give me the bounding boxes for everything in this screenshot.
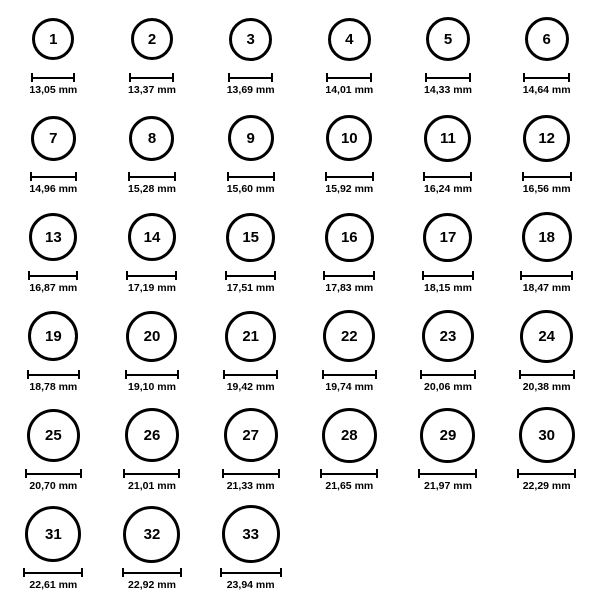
ring-size-number: 23 (439, 327, 457, 345)
ring-size-number: 19 (44, 327, 62, 345)
ring-diameter-label: 23,94 mm (226, 579, 275, 591)
ring-size-number: 3 (246, 30, 255, 48)
ring-size-cell (301, 107, 397, 206)
ruler-cap-right (373, 271, 375, 280)
ring-diameter-label: 21,97 mm (424, 480, 472, 492)
ring-size-cell (499, 8, 595, 107)
ring-size-cell (104, 8, 200, 107)
ring-size-cell (499, 305, 595, 404)
ruler-cap-right (280, 568, 282, 577)
ruler-bar (519, 374, 575, 376)
ruler-cap-left (520, 271, 522, 280)
ring-diameter-label: 16,24 mm (424, 183, 472, 195)
ring-measure-ruler (128, 172, 176, 181)
ring-diameter-label: 18,47 mm (522, 282, 571, 294)
ruler-cap-left (126, 271, 128, 280)
ruler-cap-left (420, 370, 422, 379)
ring-circle (226, 213, 275, 262)
ruler-cap-right (472, 271, 474, 280)
ring-size-cell (5, 206, 101, 305)
ruler-cap-left (27, 370, 29, 379)
ring-diameter-label: 19,10 mm (128, 381, 176, 393)
ring-circle (29, 213, 77, 261)
ring-size-number: 9 (246, 129, 255, 147)
ring-measure-ruler (323, 271, 375, 280)
ruler-cap-right (80, 469, 82, 478)
ring-measure-ruler (27, 370, 80, 379)
ruler-bar (423, 176, 472, 178)
ring-circle-wrapper (123, 503, 180, 565)
ring-size-number: 21 (242, 327, 259, 345)
ring-circle (123, 506, 180, 563)
ring-size-number: 16 (340, 228, 358, 246)
ruler-cap-left (228, 73, 230, 82)
ruler-cap-left (425, 73, 427, 82)
ring-diameter-label: 22,29 mm (522, 480, 571, 492)
ring-circle-wrapper (323, 305, 375, 367)
ring-diameter-label: 14,96 mm (29, 183, 78, 195)
ruler-cap-right (474, 370, 476, 379)
ring-size-cell (301, 404, 397, 503)
ruler-cap-right (73, 73, 75, 82)
ruler-cap-right (573, 370, 575, 379)
ring-circle-wrapper (326, 107, 372, 169)
ring-size-cell (301, 8, 397, 107)
ring-circle-wrapper (325, 206, 374, 268)
ring-diameter-label: 18,78 mm (29, 381, 78, 393)
ring-circle-wrapper (128, 206, 176, 268)
ring-size-cell (203, 404, 299, 503)
ring-diameter-label: 15,60 mm (226, 183, 275, 195)
ring-circle-wrapper (522, 206, 572, 268)
ring-diameter-label: 16,87 mm (29, 282, 78, 294)
ruler-bar (31, 77, 75, 79)
ruler-bar (223, 374, 278, 376)
ruler-cap-right (571, 271, 573, 280)
ring-measure-ruler (227, 172, 275, 181)
ring-size-number: 33 (242, 525, 259, 543)
ring-measure-ruler (517, 469, 576, 478)
ruler-cap-right (375, 370, 377, 379)
ring-measure-ruler (425, 73, 471, 82)
ring-circle (323, 310, 375, 362)
ring-circle (229, 18, 272, 61)
ring-measure-ruler (220, 568, 282, 577)
ruler-cap-left (23, 568, 25, 577)
ruler-bar (322, 374, 377, 376)
ring-measure-ruler (423, 172, 472, 181)
ring-diameter-label: 18,15 mm (424, 282, 472, 294)
ring-size-number: 32 (143, 525, 161, 543)
ring-measure-ruler (420, 370, 476, 379)
ruler-bar (522, 176, 572, 178)
ring-diameter-label: 21,33 mm (226, 480, 275, 492)
ring-measure-ruler (325, 172, 374, 181)
ruler-bar (126, 275, 177, 277)
ring-measure-ruler (326, 73, 372, 82)
ruler-cap-left (30, 172, 32, 181)
ring-size-cell (5, 503, 101, 602)
ruler-bar (325, 176, 374, 178)
ring-circle-wrapper (322, 404, 377, 466)
ring-size-number: 20 (143, 327, 161, 345)
ruler-cap-right (178, 469, 180, 478)
ring-circle-wrapper (226, 206, 275, 268)
ring-size-number: 18 (538, 228, 555, 246)
ruler-cap-left (122, 568, 124, 577)
ruler-cap-left (123, 469, 125, 478)
ruler-cap-left (423, 172, 425, 181)
ruler-bar (128, 176, 176, 178)
ring-circle-wrapper (422, 305, 474, 367)
ring-size-number: 1 (49, 30, 58, 48)
ruler-cap-left (517, 469, 519, 478)
ring-size-number: 22 (340, 327, 358, 345)
ruler-cap-right (469, 73, 471, 82)
ring-measure-ruler (123, 469, 180, 478)
ruler-cap-right (475, 469, 477, 478)
ring-size-number: 5 (443, 30, 453, 48)
ring-size-cell (5, 107, 101, 206)
ring-diameter-label: 22,92 mm (128, 579, 176, 591)
ring-size-number: 29 (439, 426, 457, 444)
ruler-cap-right (276, 370, 278, 379)
ring-size-number: 8 (147, 129, 157, 147)
ruler-cap-left (28, 271, 30, 280)
ring-size-number: 24 (538, 327, 555, 345)
ring-size-cell (400, 305, 496, 404)
ring-measure-ruler (520, 271, 573, 280)
ring-measure-ruler (222, 469, 280, 478)
ring-diameter-label: 13,69 mm (226, 84, 275, 96)
ring-measure-ruler (223, 370, 278, 379)
ring-circle-wrapper (222, 503, 280, 565)
ring-size-cell (203, 8, 299, 107)
ring-measure-ruler (126, 271, 177, 280)
ring-circle-wrapper (424, 107, 471, 169)
ruler-cap-left (223, 370, 225, 379)
ring-circle (28, 311, 78, 361)
ring-diameter-label: 19,42 mm (226, 381, 275, 393)
ring-circle (520, 310, 573, 363)
ring-measure-ruler (418, 469, 477, 478)
ruler-cap-left (25, 469, 27, 478)
ring-size-number: 13 (44, 228, 62, 246)
ruler-bar (129, 77, 174, 79)
ring-size-cell (5, 404, 101, 503)
ruler-cap-left (418, 469, 420, 478)
ring-circle (225, 311, 276, 362)
ring-circle (128, 213, 176, 261)
ruler-bar (25, 473, 82, 475)
ring-diameter-label: 21,01 mm (128, 480, 176, 492)
ruler-cap-left (129, 73, 131, 82)
ruler-cap-right (370, 73, 372, 82)
ruler-cap-left (323, 271, 325, 280)
ring-measure-ruler (320, 469, 378, 478)
ring-circle-wrapper (228, 107, 274, 169)
ring-diameter-label: 14,64 mm (522, 84, 571, 96)
ring-size-cell (203, 107, 299, 206)
ring-diameter-label: 20,38 mm (522, 381, 571, 393)
ring-size-number: 2 (147, 30, 157, 48)
ruler-cap-right (180, 568, 182, 577)
ruler-bar (420, 374, 476, 376)
ruler-bar (523, 77, 570, 79)
ruler-cap-left (325, 172, 327, 181)
ruler-cap-left (326, 73, 328, 82)
ruler-bar (326, 77, 372, 79)
ring-circle-wrapper (423, 206, 472, 268)
ring-diameter-label: 14,01 mm (325, 84, 374, 96)
ring-circle (228, 115, 274, 161)
ring-circle (522, 212, 572, 262)
ruler-bar (220, 572, 282, 574)
ring-size-cell (203, 206, 299, 305)
ring-circle-wrapper (523, 107, 570, 169)
ring-circle-wrapper (29, 206, 77, 268)
ring-circle-wrapper (32, 8, 74, 70)
ring-measure-ruler (225, 271, 276, 280)
ring-size-number: 27 (242, 426, 259, 444)
ruler-bar (125, 374, 179, 376)
ruler-cap-left (522, 172, 524, 181)
ring-diameter-label: 20,06 mm (424, 381, 472, 393)
ring-circle (326, 115, 372, 161)
ring-size-cell (400, 206, 496, 305)
ring-circle-wrapper (224, 404, 278, 466)
ruler-cap-right (372, 172, 374, 181)
ring-circle-wrapper (28, 305, 78, 367)
ring-size-number: 28 (340, 426, 358, 444)
ruler-bar (422, 275, 474, 277)
ring-measure-ruler (523, 73, 570, 82)
ring-measure-ruler (28, 271, 78, 280)
ring-measure-ruler (422, 271, 474, 280)
ring-circle (525, 17, 569, 61)
ring-size-number: 31 (44, 525, 62, 543)
ruler-cap-left (523, 73, 525, 82)
ring-circle-wrapper (328, 8, 371, 70)
ring-size-number: 30 (538, 426, 555, 444)
ring-circle (129, 116, 174, 161)
ring-size-number: 12 (538, 129, 555, 147)
ruler-bar (323, 275, 375, 277)
ring-circle-wrapper (420, 404, 475, 466)
ring-measure-ruler (30, 172, 77, 181)
ruler-bar (228, 77, 273, 79)
ring-circle-wrapper (31, 107, 76, 169)
ruler-cap-right (271, 73, 273, 82)
ring-circle-wrapper (426, 8, 470, 70)
ring-size-number: 6 (542, 30, 551, 48)
ring-circle (426, 17, 470, 61)
ruler-cap-right (574, 469, 576, 478)
ruler-cap-right (175, 271, 177, 280)
ring-diameter-label: 22,61 mm (29, 579, 78, 591)
ring-circle-wrapper (126, 305, 177, 367)
ring-size-cell (400, 107, 496, 206)
ring-size-cell (5, 305, 101, 404)
ring-size-number: 14 (143, 228, 161, 246)
ring-measure-ruler (322, 370, 377, 379)
ruler-cap-right (470, 172, 472, 181)
ring-size-cell (104, 206, 200, 305)
ruler-cap-right (570, 172, 572, 181)
ruler-cap-right (172, 73, 174, 82)
ruler-cap-left (227, 172, 229, 181)
ring-size-cell (5, 8, 101, 107)
ruler-bar (123, 473, 180, 475)
ring-measure-ruler (228, 73, 273, 82)
ruler-cap-right (76, 271, 78, 280)
ring-size-cell (499, 404, 595, 503)
ruler-cap-right (177, 370, 179, 379)
ring-circle-wrapper (519, 404, 575, 466)
ring-circle (27, 409, 80, 462)
ring-diameter-label: 19,74 mm (325, 381, 374, 393)
ring-measure-ruler (25, 469, 82, 478)
ring-diameter-label: 15,92 mm (325, 183, 374, 195)
ruler-bar (425, 77, 471, 79)
ring-circle-wrapper (131, 8, 173, 70)
ring-size-number: 11 (440, 129, 456, 147)
ring-circle (523, 115, 570, 162)
ruler-cap-left (220, 568, 222, 577)
ring-size-number: 15 (242, 228, 259, 246)
ring-circle (125, 408, 179, 462)
ruler-bar (30, 176, 77, 178)
ring-circle-wrapper (129, 107, 174, 169)
ruler-cap-left (125, 370, 127, 379)
ring-circle (322, 408, 377, 463)
ring-size-number: 7 (49, 129, 58, 147)
ruler-cap-right (78, 370, 80, 379)
ruler-cap-right (376, 469, 378, 478)
ruler-cap-right (75, 172, 77, 181)
ring-measure-ruler (122, 568, 182, 577)
ring-size-cell (104, 503, 200, 602)
ring-circle (131, 18, 173, 60)
ring-circle (420, 408, 475, 463)
ring-diameter-label: 17,19 mm (128, 282, 176, 294)
ruler-cap-left (225, 271, 227, 280)
ring-circle-wrapper (225, 305, 276, 367)
ring-measure-ruler (125, 370, 179, 379)
ring-diameter-label: 20,70 mm (29, 480, 78, 492)
ruler-cap-left (322, 370, 324, 379)
ring-size-number: 4 (345, 30, 354, 48)
ring-circle (224, 408, 278, 462)
ring-measure-ruler (31, 73, 75, 82)
ruler-cap-left (422, 271, 424, 280)
ruler-cap-right (568, 73, 570, 82)
ring-diameter-label: 16,56 mm (522, 183, 571, 195)
ring-diameter-label: 15,28 mm (128, 183, 176, 195)
ruler-cap-left (222, 469, 224, 478)
ruler-cap-right (278, 469, 280, 478)
ring-size-cell (104, 404, 200, 503)
ring-circle (325, 213, 374, 262)
ring-diameter-label: 14,33 mm (424, 84, 472, 96)
ruler-bar (320, 473, 378, 475)
ring-size-cell (499, 206, 595, 305)
ruler-cap-left (320, 469, 322, 478)
ring-diameter-label: 13,05 mm (29, 84, 78, 96)
ruler-bar (28, 275, 78, 277)
ring-circle-wrapper (27, 404, 80, 466)
ruler-bar (227, 176, 275, 178)
ring-circle (422, 310, 474, 362)
ring-measure-ruler (519, 370, 575, 379)
ring-circle (25, 506, 81, 562)
ring-size-cell (400, 404, 496, 503)
ring-diameter-label: 21,65 mm (325, 480, 374, 492)
ruler-bar (418, 473, 477, 475)
ring-size-cell (301, 305, 397, 404)
ruler-cap-right (273, 172, 275, 181)
ring-diameter-label: 13,37 mm (128, 84, 176, 96)
ring-circle-wrapper (525, 8, 569, 70)
ring-size-cell (203, 305, 299, 404)
ruler-cap-right (174, 172, 176, 181)
ring-circle (424, 115, 471, 162)
ruler-bar (23, 572, 83, 574)
ruler-bar (517, 473, 576, 475)
ring-circle (222, 505, 280, 563)
ring-diameter-label: 17,83 mm (325, 282, 374, 294)
ruler-bar (27, 374, 80, 376)
ring-size-grid (4, 8, 596, 602)
ring-circle-wrapper (229, 8, 272, 70)
ring-size-number: 25 (44, 426, 62, 444)
ruler-cap-right (81, 568, 83, 577)
ring-size-number: 17 (439, 228, 457, 246)
ring-size-cell (104, 107, 200, 206)
ring-circle (328, 18, 371, 61)
ruler-cap-left (128, 172, 130, 181)
ring-diameter-label: 17,51 mm (226, 282, 275, 294)
ring-measure-ruler (129, 73, 174, 82)
ring-circle (31, 116, 76, 161)
ring-size-number: 10 (340, 129, 358, 147)
ring-circle-wrapper (520, 305, 573, 367)
ring-measure-ruler (23, 568, 83, 577)
ruler-bar (520, 275, 573, 277)
ring-measure-ruler (522, 172, 572, 181)
ring-circle (126, 311, 177, 362)
ruler-cap-right (274, 271, 276, 280)
ring-circle (423, 213, 472, 262)
ruler-cap-left (519, 370, 521, 379)
ruler-bar (225, 275, 276, 277)
ring-size-cell (301, 206, 397, 305)
ring-size-cell (499, 107, 595, 206)
ruler-bar (122, 572, 182, 574)
ring-size-cell (104, 305, 200, 404)
ring-circle (519, 407, 575, 463)
ruler-cap-left (31, 73, 33, 82)
ruler-bar (222, 473, 280, 475)
ring-size-cell (400, 8, 496, 107)
ring-size-cell (203, 503, 299, 602)
ring-size-number: 26 (143, 426, 161, 444)
ring-circle-wrapper (125, 404, 179, 466)
ring-circle (32, 18, 74, 60)
ring-circle-wrapper (25, 503, 81, 565)
